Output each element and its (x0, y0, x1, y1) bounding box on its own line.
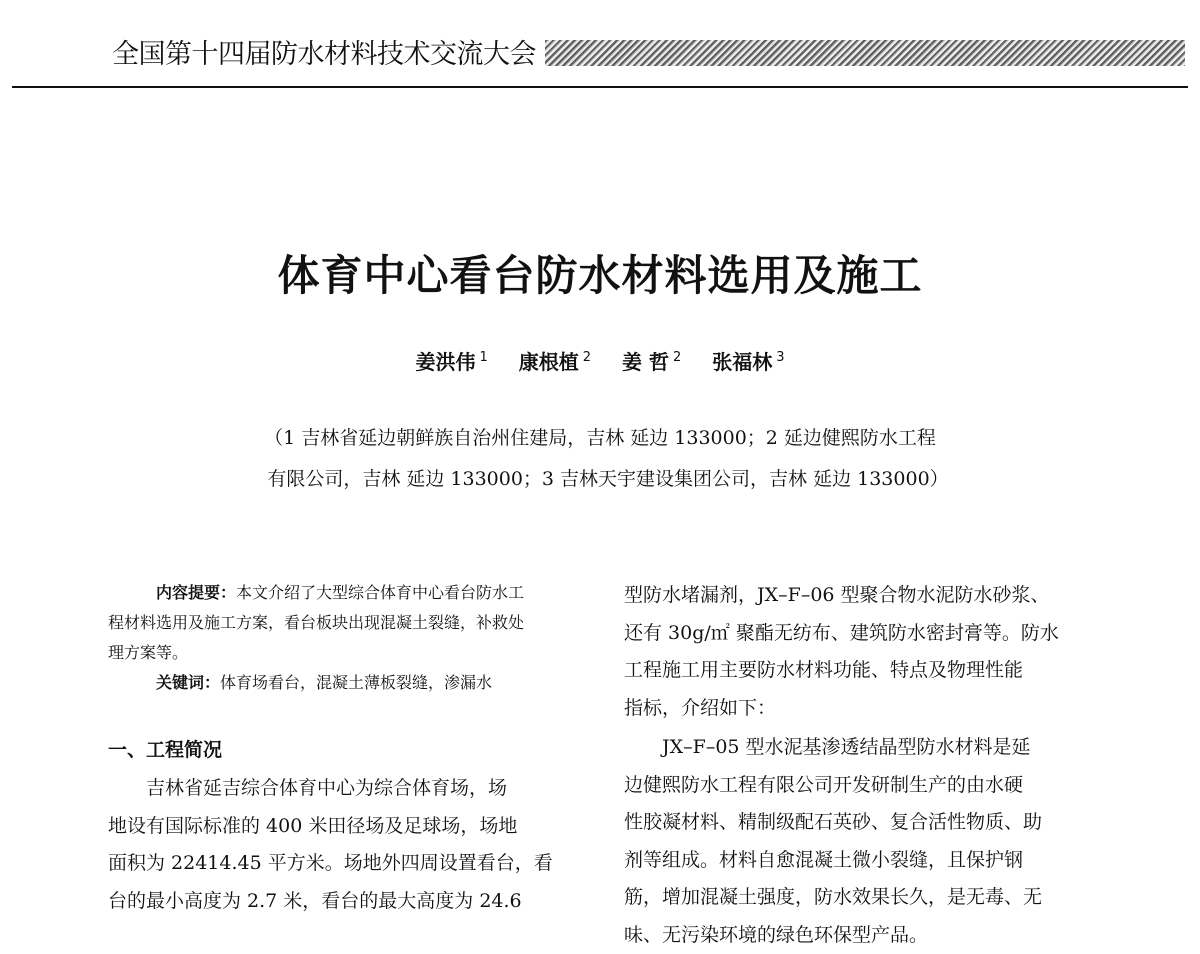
abstract-line: 本文介绍了大型综合体育中心看台防水工 (236, 583, 524, 602)
section-body (108, 770, 576, 920)
author: 张福林 $^3$ (712, 350, 784, 374)
body-line: 型防水堵漏剂，JX–F–06 型聚合物水泥防水砂浆、 (624, 577, 1092, 615)
author: 康根植 $^2$ (519, 350, 591, 374)
body-line: 性胶凝材料、精制级配石英砂、复合活性物质、助 (624, 804, 1092, 842)
conference-header: 全国第十四届防水材料技术交流大会 (112, 32, 536, 71)
body-line: JX–F–05 型水泥基渗透结晶型防水材料是延 (662, 736, 1031, 758)
body-line: 面积为 22414.45 平方米。场地外四周设置看台，看 (108, 845, 576, 883)
affiliation-line: （1 吉林省延边朝鲜族自治州住建局，吉林 延边 133000；2 延边健熙防水工程 (0, 423, 1200, 450)
header-rule (12, 86, 1188, 88)
jx-f-05-paragraph (624, 729, 1092, 954)
abstract-label: 内容提要： (156, 583, 236, 602)
body-line: 工程施工用主要防水材料功能、特点及物理性能 (624, 652, 1092, 690)
materials-paragraph (624, 577, 1092, 727)
body-line: 台的最小高度为 2.7 米，看台的最大高度为 24.6 (108, 883, 576, 921)
abstract (108, 578, 576, 698)
body-line: 剂等组成。材料自愈混凝土微小裂缝，且保护钢 (624, 842, 1092, 880)
affiliation-line: 有限公司，吉林 延边 133000；3 吉林天宇建设集团公司，吉林 延边 133000） (8, 464, 1200, 491)
body-line: 味、无污染环境的绿色环保型产品。 (624, 917, 1092, 954)
right-column (624, 577, 1092, 954)
abstract-line: 理方案等。 (108, 638, 576, 668)
keywords (108, 668, 576, 698)
keywords-text: 体育场看台，混凝土薄板裂缝，渗漏水 (220, 673, 492, 692)
body-line: 边健熙防水工程有限公司开发研制生产的由水硬 (624, 767, 1092, 805)
left-column (108, 578, 576, 920)
body-line: 筋，增加混凝土强度，防水效果长久，是无毒、无 (624, 879, 1092, 917)
section-heading: 一、工程简况 (108, 730, 576, 770)
body-line: 指标，介绍如下： (624, 690, 1092, 728)
author: 姜 哲 $^2$ (622, 350, 681, 374)
body-line: 地设有国际标准的 400 米田径场及足球场，场地 (108, 808, 576, 846)
keywords-label: 关键词： (156, 673, 220, 692)
body-line: 吉林省延吉综合体育中心为综合体育场，场 (146, 777, 507, 799)
paper-title: 体育中心看台防水材料选用及施工 (0, 243, 1200, 303)
abstract-line: 程材料选用及施工方案，看台板块出现混凝土裂缝，补救处 (108, 608, 576, 638)
body-line: 还有 30g/㎡ 聚酯无纺布、建筑防水密封膏等。防水 (624, 615, 1092, 653)
header-hatched-band (545, 40, 1185, 66)
author-list (0, 346, 1200, 375)
author: 姜洪伟 $^1$ (416, 350, 488, 374)
